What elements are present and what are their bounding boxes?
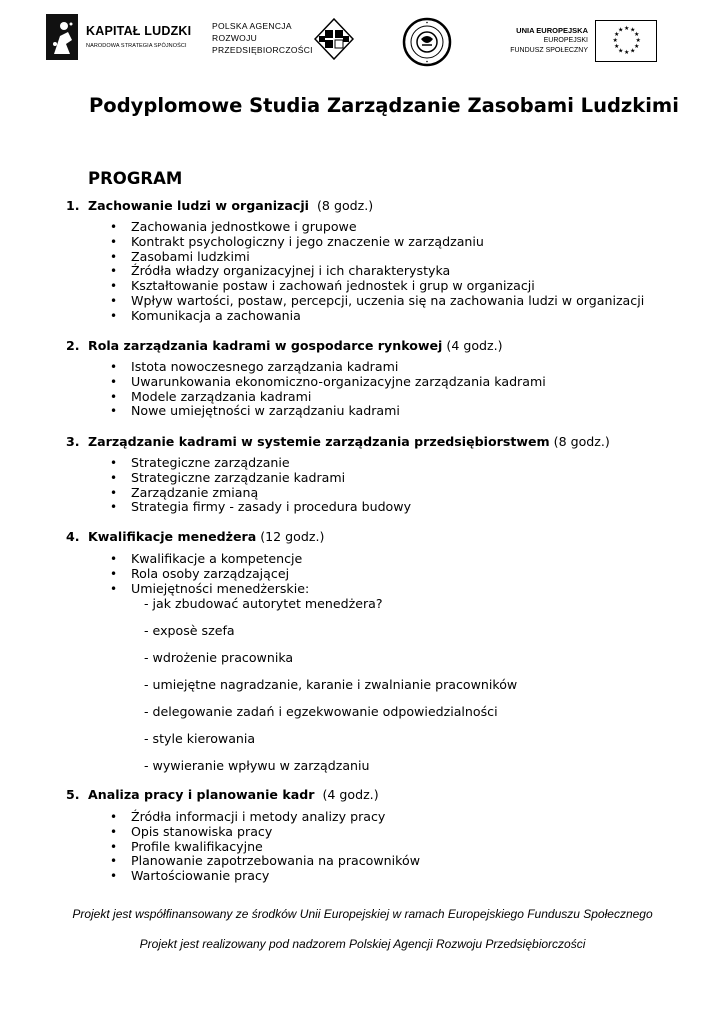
svg-text:★: ★ xyxy=(624,49,630,56)
svg-text:★: ★ xyxy=(635,37,641,44)
bullet-list xyxy=(108,220,644,324)
list-item: • Źródła informacji i metody analizy pracy xyxy=(108,810,420,825)
logo-header xyxy=(0,10,725,70)
list-item: • Umiejętności menedżerskie: xyxy=(108,582,309,597)
ue-line: FUNDUSZ SPOŁECZNY xyxy=(510,47,588,54)
list-item: • Opis stanowiska pracy xyxy=(108,825,420,840)
sub-item: - jak zbudować autorytet menedżera? xyxy=(144,596,383,611)
section-hours: (4 godz.) xyxy=(322,787,379,802)
list-item: • Istota nowoczesnego zarządzania kadrami xyxy=(108,360,546,375)
section-number: 1. xyxy=(66,198,80,213)
list-item: • Wpływ wartości, postaw, percepcji, uczenia się na zachowania ludzi w organizacji xyxy=(108,294,644,309)
list-item: • Modele zarządzania kadrami xyxy=(108,390,546,405)
footer-cofinancing-note: Projekt jest współfinansowany ze środków Unii Europejskiej w ramach Europejskiego Funduszu Społecznego xyxy=(72,907,653,921)
section-title: Kwalifikacje menedżera xyxy=(88,529,257,544)
svg-text:★: ★ xyxy=(614,31,620,38)
eu-flag-icon xyxy=(595,20,657,62)
program-heading: PROGRAM xyxy=(88,169,183,188)
section-heading xyxy=(66,434,610,449)
parp-emblem-icon xyxy=(314,18,354,60)
section-hours: (8 godz.) xyxy=(317,198,374,213)
section-heading xyxy=(66,787,379,802)
list-item: • Komunikacja a zachowania xyxy=(108,309,644,324)
section-heading xyxy=(66,198,373,213)
section-heading xyxy=(66,338,503,353)
section-number: 4. xyxy=(66,529,80,544)
list-item: • Źródła władzy organizacyjnej i ich charakterystyka xyxy=(108,264,644,279)
sub-item: - wywieranie wpływu w zarządzaniu xyxy=(144,758,370,773)
list-item: • Wartościowanie pracy xyxy=(108,869,420,884)
footer-supervision-note: Projekt jest realizowany pod nadzorem Polskiej Agencji Rozwoju Przedsiębiorczości xyxy=(139,937,586,951)
sub-item: - delegowanie zadań i egzekwowanie odpowiedzialności xyxy=(144,704,498,719)
parp-logo xyxy=(212,18,362,68)
section-number: 2. xyxy=(66,338,80,353)
list-item: • Zasobami ludzkimi xyxy=(108,250,644,265)
sub-item: - exposè szefa xyxy=(144,623,235,638)
svg-text:★: ★ xyxy=(618,26,624,34)
svg-text:★: ★ xyxy=(634,43,640,50)
ue-line: EUROPEJSKI xyxy=(543,37,588,44)
list-item: • Kształtowanie postaw i zachowań jednostek i grup w organizacji xyxy=(108,279,644,294)
svg-text:★: ★ xyxy=(630,26,636,34)
list-item: • Planowanie zapotrzebowania na pracowników xyxy=(108,854,420,869)
parp-line: PRZEDSIĘBIORCZOŚCI xyxy=(212,45,313,55)
bullet-list xyxy=(108,810,420,884)
section-title: Rola zarządzania kadrami w gospodarce rynkowej xyxy=(88,338,443,353)
parp-line: POLSKA AGENCJA xyxy=(212,21,292,31)
section-hours: (12 godz.) xyxy=(260,529,325,544)
list-item: • Zarządzanie zmianą xyxy=(108,486,411,501)
ue-line: UNIA EUROPEJSKA xyxy=(516,26,588,35)
svg-text:★: ★ xyxy=(634,31,640,38)
bullet-list xyxy=(108,552,309,596)
eu-logo xyxy=(500,20,660,72)
section-number: 5. xyxy=(66,787,80,802)
sub-item: - style kierowania xyxy=(144,731,256,746)
list-item: • Strategiczne zarządzanie xyxy=(108,456,411,471)
kapital-ludzki-name: KAPITAŁ LUDZKI xyxy=(86,24,192,38)
kapital-ludzki-mark-icon xyxy=(46,14,78,60)
list-item: • Kwalifikacje a kompetencje xyxy=(108,552,309,567)
section-title: Analiza pracy i planowanie kadr xyxy=(88,787,315,802)
section-number: 3. xyxy=(66,434,80,449)
list-item: • Zachowania jednostkowe i grupowe xyxy=(108,220,644,235)
bullet-list xyxy=(108,456,411,515)
kapital-ludzki-logo xyxy=(46,14,196,64)
list-item: • Rola osoby zarządzającej xyxy=(108,567,309,582)
svg-text:★: ★ xyxy=(618,47,624,55)
section-hours: (8 godz.) xyxy=(553,434,610,449)
list-item: • Nowe umiejętności w zarządzaniu kadrami xyxy=(108,404,546,419)
list-item: • Strategiczne zarządzanie kadrami xyxy=(108,471,411,486)
bullet-list xyxy=(108,360,546,419)
list-item: • Strategia firmy - zasady i procedura budowy xyxy=(108,500,411,515)
parp-line: ROZWOJU xyxy=(212,33,258,43)
section-hours: (4 godz.) xyxy=(446,338,503,353)
section-title: Zarządzanie kadrami w systemie zarządzania przedsiębiorstwem xyxy=(88,434,550,449)
sub-item: - umiejętne nagradzanie, karanie i zwalnianie pracowników xyxy=(144,677,518,692)
sub-item: - wdrożenie pracownika xyxy=(144,650,294,665)
section-heading xyxy=(66,529,324,544)
section-title: Zachowanie ludzi w organizacji xyxy=(88,198,309,213)
svg-text:★: ★ xyxy=(614,43,620,50)
svg-text:★: ★ xyxy=(630,47,636,55)
list-item: • Uwarunkowania ekonomiczno-organizacyjne zarządzania kadrami xyxy=(108,375,546,390)
list-item: • Kontrakt psychologiczny i jego znaczenie w zarządzaniu xyxy=(108,235,644,250)
kapital-ludzki-tagline: NARODOWA STRATEGIA SPÓJNOŚCI xyxy=(86,43,187,49)
list-item: • Profile kwalifikacyjne xyxy=(108,840,420,855)
page-title: Podyplomowe Studia Zarządzanie Zasobami Ludzkimi xyxy=(89,94,679,117)
svg-text:★: ★ xyxy=(624,25,630,32)
university-seal-icon xyxy=(402,17,452,67)
svg-text:★: ★ xyxy=(612,37,618,44)
